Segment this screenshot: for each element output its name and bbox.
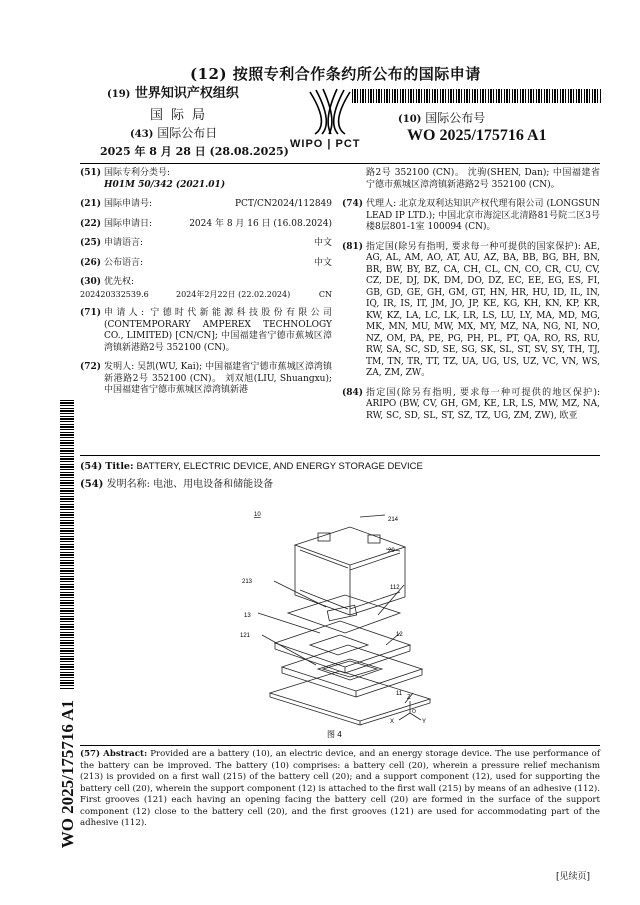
ref-121: 121 [240, 633, 251, 639]
field-21 [80, 199, 332, 211]
axis-x: X [390, 719, 395, 725]
field-30-date: 2024年2月22日 (22.02.2024) [176, 289, 291, 299]
pub-date: 2025 年 8 月 28 日 (28.08.2025) [100, 145, 289, 158]
field-51 [80, 168, 332, 180]
figure-caption: 图 4 [327, 730, 342, 739]
field-84-code: (84) [342, 387, 364, 398]
field-84-text: 指定国(除另有指明, 要求每一种可提供的地区保护): ARIPO (BW, CV, GH, GM, KE, LR, LS, MW, MZ, NA, RW, SC, SD, SL, ST, SZ, TZ, UG, ZM, ZW), 欧亚 [366, 387, 600, 421]
field-30 [80, 277, 332, 289]
continued-note: [见续页] [556, 872, 591, 882]
title-cn-line [80, 479, 600, 491]
title-en-text: BATTERY, ELECTRIC DEVICE, AND ENERGY STORAGE DEVICE [136, 461, 423, 472]
field-26-value: 中文 [313, 257, 332, 268]
title-cn-label: 发明名称: [106, 479, 150, 490]
battery-exploded-drawing [200, 505, 460, 745]
org-name: 世界知识产权组织 [134, 86, 239, 101]
abstract-rule [80, 745, 600, 746]
ref-10: 10 [254, 512, 261, 518]
field-25 [80, 238, 332, 250]
pub-no: WO 2025/175716 A1 [407, 127, 547, 144]
code-43: (43) [130, 129, 154, 140]
title-en-label: Title: [105, 461, 134, 472]
field-71-code: (71) [80, 308, 102, 318]
field-30-country: CN [318, 289, 332, 299]
right-column [342, 168, 600, 422]
field-26-label: 公布语言: [104, 257, 144, 268]
field-51-value-line [104, 180, 332, 192]
field-51-code: (51) [80, 168, 102, 178]
pub-no-label-line [398, 109, 485, 126]
org-name-line [107, 86, 239, 103]
ref-213: 213 [242, 579, 253, 585]
field-22 [80, 219, 332, 231]
field-81-code: (81) [342, 241, 364, 252]
patent-figure [200, 505, 460, 745]
field-74 [342, 199, 600, 234]
field-72-code: (72) [80, 362, 102, 372]
title-en-line [80, 461, 600, 473]
field-30-priority [80, 289, 332, 301]
field-26-code: (26) [80, 257, 102, 268]
field-72 [80, 362, 332, 397]
field-21-code: (21) [80, 199, 102, 209]
wipo-logo-text: WIPO | PCT [290, 138, 361, 150]
left-column [80, 168, 332, 397]
title-cn-code: (54) [80, 479, 104, 490]
field-74-text: 代理人: 北京龙双利达知识产权代理有限公司 (LONGSUN LEAD IP LTD.); 中国北京市海淀区北清路81号院二区3号楼8层801-1室 100094 (CN)。 [366, 199, 600, 232]
ref-214: 214 [388, 517, 399, 523]
axis-z: Z [407, 695, 411, 701]
ref-20: 20 [388, 548, 395, 554]
code-19: (19) [107, 89, 131, 100]
pub-date-label-line [130, 124, 217, 141]
ref-12: 12 [396, 632, 403, 638]
top-barcode [352, 89, 602, 103]
title-cn-text: 电池、用电设备和储能设备 [153, 479, 274, 490]
field-84 [342, 388, 600, 423]
field-51-value: H01M 50/342 (2021.01) [104, 179, 226, 190]
title-rule [80, 455, 600, 456]
field-30-label: 优先权: [104, 277, 135, 287]
field-71-text: 申请人: 宁德时代新能源科技股份有限公司 (CONTEMPORARY AMPEREX TECHNOLOGY CO., LIMITED) [CN/CN]; 中国福建省宁德市蕉城区漳湾镇新港路2号 352100 (CN)。 [104, 308, 332, 353]
field-72-text: 发明人: 吴凯(WU, Kai); 中国福建省宁德市蕉城区漳湾镇新港路2号 352100 (CN)。 刘双旭(LIU, Shuangxu); 中国福建省宁德市蕉城区漳湾镇新港 [104, 362, 332, 395]
field-30-no: 202420332539.6 [80, 289, 149, 299]
field-25-label: 申请语言: [104, 238, 144, 248]
header-rule [80, 163, 600, 164]
axis-o: O [412, 709, 416, 715]
pub-date-label: 国际公布日 [157, 126, 218, 140]
field-21-label: 国际申请号: [104, 199, 153, 209]
field-74-code: (74) [342, 199, 364, 209]
document-title: (12) 按照专利合作条约所公布的国际申请 [190, 65, 481, 83]
inventor-continued: 路2号 352100 (CN)。 沈驹(SHEN, Dan); 中国福建省宁德市蕉城区漳湾镇新港路2号 352100 (CN)。 [366, 168, 600, 190]
title-code: (54) [80, 461, 103, 472]
field-22-code: (22) [80, 218, 102, 229]
ref-112: 112 [390, 585, 400, 591]
field-25-code: (25) [80, 238, 102, 248]
axis-y: Y [422, 719, 427, 725]
abstract-text: Provided are a battery (10), an electric device, and an energy storage device. The use performance of the battery can be improved. The battery (10) comprises: a battery cell (20), wherein a pressure relief mechanism (213) is provided on a first wall (215) of the battery cell (20); and a support component (12), used for supporting the battery cell (20), wherein the support component (12) is attached to the first wall (215) by means of an adhesive (112). First grooves (121) each having an opening facing the battery cell (20) are formed in the surface of the support component (12) close to the battery cell (20), and the first grooves (121) are used for accommodating part of the adhesive (112). [80, 749, 601, 828]
abstract-block [80, 749, 600, 830]
abstract-label: Abstract: [103, 749, 148, 759]
field-81-text: 指定国(除另有指明, 要求每一种可提供的国家保护): AE, AG, AL, AM, AO, AT, AU, AZ, BA, BB, BG, BH, BN, BR, BW, BY, BZ, CA, CH, CL, CN, CO, CR, CU, CV, CZ, DE, DJ, DK, DM, DO, DZ, EC, EE, EG, ES, FI, GB, GD, GE, GH, GM, GT, HN, HR, HU, ID, IL, IN, IQ, IR, IS, IT, JM, JO, JP, KE, KG, KH, KN, KP, KR, KW, KZ, LA, LC, LK, LR, LS, LU, LY, MA, MD, MG, MK, MN, MU, MW, MX, MY, MZ, NA, NG, NI, NO, NZ, OM, PA, PE, PG, PH, PL, PT, QA, RO, RS, RU, RW, SA, SC, SD, SE, SG, SK, SL, ST, SV, SY, TH, TJ, TM, TN, TR, TT, TZ, UA, UG, US, UZ, VC, VN, WS, ZA, ZM, ZW。 [366, 241, 600, 378]
field-25-value: 中文 [313, 238, 332, 248]
field-51-label: 国际专利分类号: [104, 168, 171, 178]
org-sub: 国际局 [150, 108, 214, 123]
field-81 [342, 242, 600, 380]
ref-11: 11 [396, 691, 403, 697]
field-26 [80, 258, 332, 270]
field-22-value: 2024 年 8 月 16 日 (16.08.2024) [189, 218, 332, 229]
ref-13: 13 [244, 613, 251, 619]
field-22-label: 国际申请日: [104, 218, 153, 229]
side-pub-no: WO 2025/175716 A1 [58, 700, 77, 849]
abstract-code: (57) [80, 749, 101, 759]
field-30-code: (30) [80, 277, 102, 287]
field-71 [80, 308, 332, 354]
code-10: (10) [398, 114, 422, 125]
field-21-value: PCT/CN2024/112849 [234, 199, 332, 209]
pub-no-label: 国际公布号 [425, 111, 486, 125]
side-barcode [60, 400, 74, 690]
